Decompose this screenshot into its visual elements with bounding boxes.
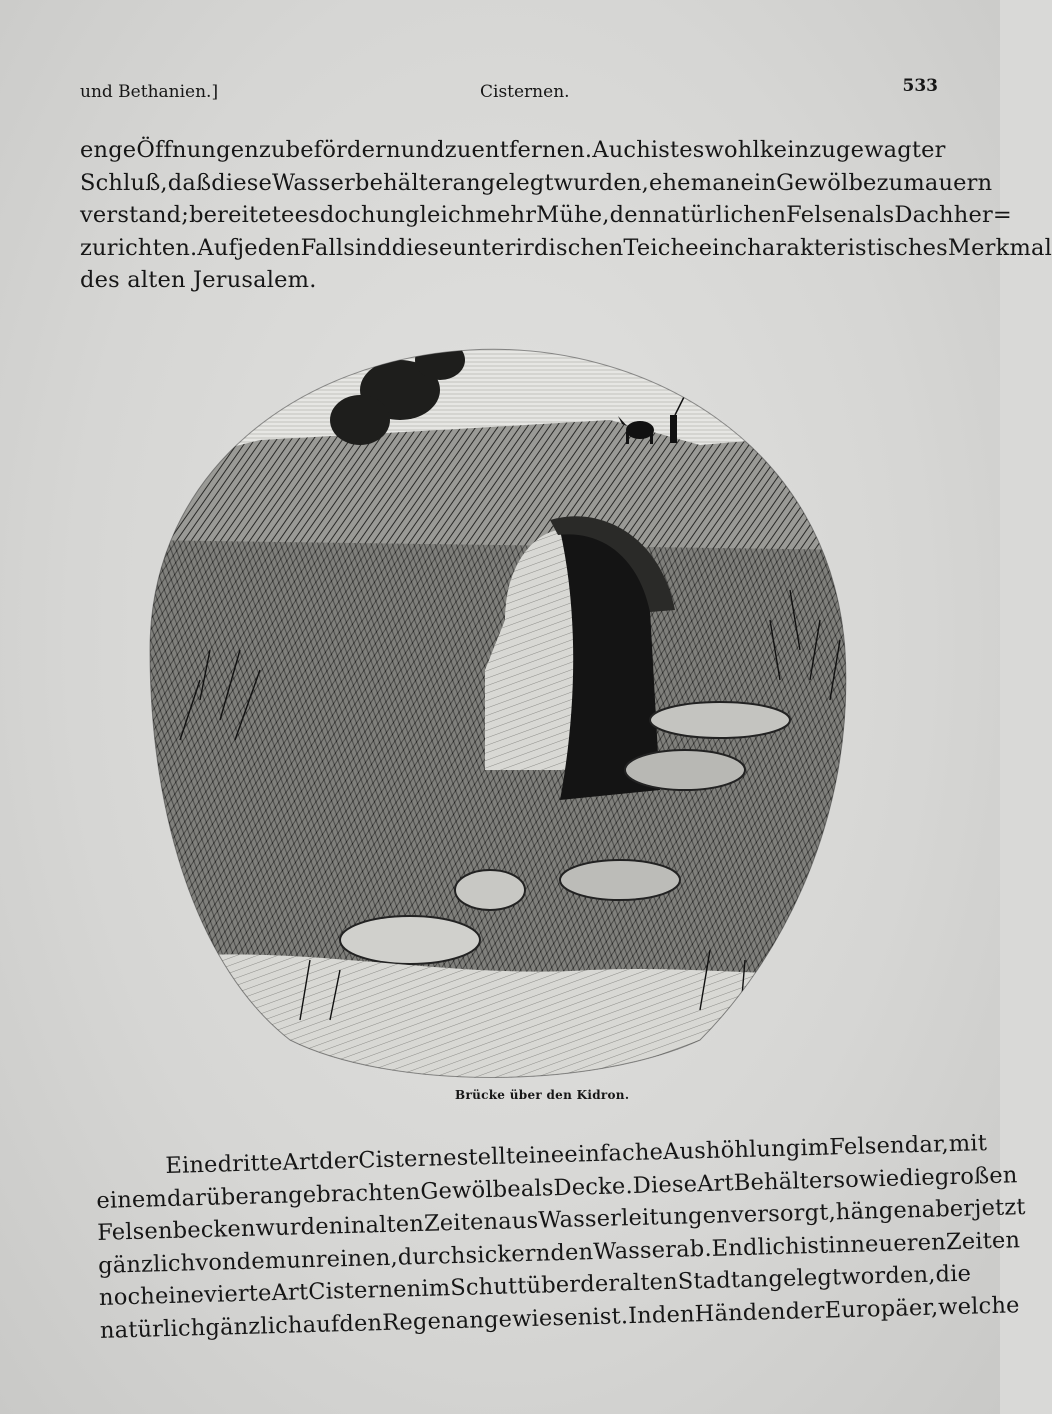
text-line: engeÖffnungenzubefördernundzuentfernen.Auchisteswohlkeinzugewagter	[80, 137, 946, 163]
page-number: 533	[902, 76, 938, 96]
text-line: Schluß,daßdieseWasserbehälterangelegtwurden,ehemaneinGewölbezumauern	[80, 169, 993, 196]
text-line: nocheinevierteArtCisternenimSchuttüberderaltenStadtangelegtworden,die	[98, 1260, 972, 1311]
text-line: zurichten.AufjedenFallsinddieseunterirdischenTeicheeincharakteristischesMerkmal	[80, 234, 1052, 261]
figure-caption: Brücke über den Kidron.	[455, 1088, 630, 1102]
text-line: FelsenbeckenwurdeninaltenZeitenausWasserleitungenversorgt,hängenaberjetzt	[96, 1194, 1026, 1246]
top-paragraph	[80, 134, 1052, 297]
text-line: natürlichgänzlichaufdenRegenangewiesenist.IndenHändenderEuropäer,welche	[99, 1291, 1020, 1344]
header-section-title: und Bethanien.]	[80, 82, 219, 102]
bridge-engraving	[140, 320, 860, 1080]
bottom-paragraph	[95, 1128, 1026, 1347]
text-line: gänzlichvondemunreinen,durchsickerndenWasserab.EndlichistinneuerenZeiten	[97, 1226, 1021, 1279]
header-chapter-title: Cisternen.	[480, 82, 570, 102]
engraving-illustration	[140, 320, 860, 1080]
running-header	[80, 76, 938, 112]
text-line: EinedritteArtderCisternestellteineeinfacheAushöhlungimFelsendar,mit	[165, 1130, 988, 1180]
text-line: verstand;bereiteteesdochungleichmehrMühe,dennatürlichenFelsenalsDachher=	[80, 202, 1012, 228]
text-line: einemdarüberangebrachtenGewölbealsDecke.DieseArtBehältersowiediegroßen	[95, 1161, 1018, 1214]
text-line: des alten Jerusalem.	[80, 267, 317, 293]
